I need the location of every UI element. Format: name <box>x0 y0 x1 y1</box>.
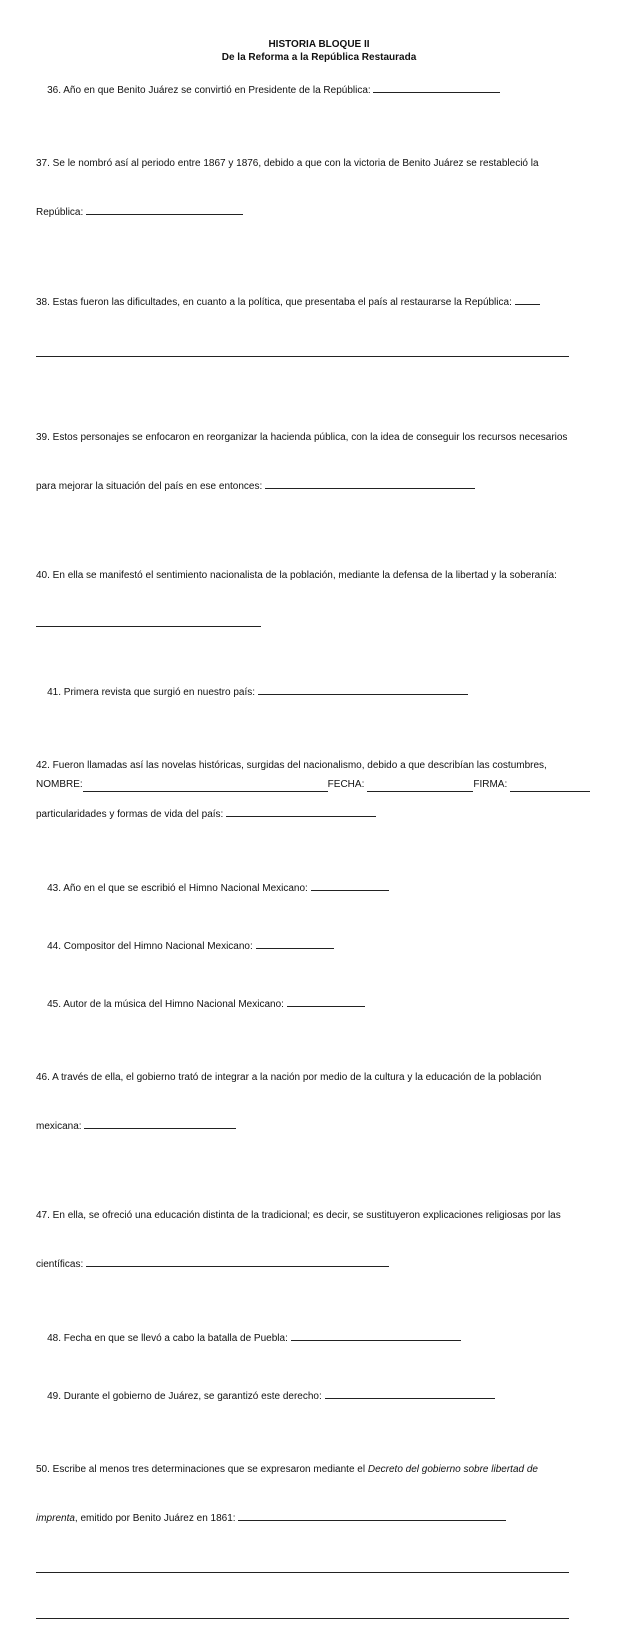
question-48-text: 48. Fecha en que se llevó a cabo la batalla de Puebla: <box>47 1333 291 1344</box>
question-39-line1: 39. Estos personajes se enfocaron en reorganizar la hacienda pública, con la idea de conseguir los recursos necesarios <box>36 432 568 443</box>
question-39 <box>36 398 602 527</box>
answer-blank-38b[interactable] <box>36 343 569 357</box>
answer-blank-43[interactable] <box>311 880 389 891</box>
question-40 <box>36 536 602 659</box>
answer-blank-48[interactable] <box>291 1330 461 1341</box>
question-41 <box>36 668 602 717</box>
answer-blank-40[interactable] <box>36 616 261 627</box>
name-field[interactable] <box>83 780 328 792</box>
question-46-line1: 46. A través de ella, el gobierno trató de integrar a la nación por medio de la cultura y la educación de la población <box>36 1072 542 1083</box>
answer-blank-38a[interactable] <box>515 294 540 305</box>
question-37-line1: 37. Se le nombró así al periodo entre 1867 y 1876, debido a que con la victoria de Benito Juárez se restableció la <box>36 158 539 169</box>
answer-blank-46[interactable] <box>84 1118 236 1129</box>
answer-blank-49[interactable] <box>325 1388 495 1399</box>
name-label: NOMBRE: <box>36 779 83 790</box>
question-47 <box>36 1176 602 1305</box>
question-49 <box>36 1372 602 1421</box>
question-36-text: 36. Año en que Benito Juárez se convirtió en Presidente de la República: <box>47 85 374 96</box>
question-38 <box>36 262 602 389</box>
answer-blank-37[interactable] <box>86 204 243 215</box>
signature-field[interactable] <box>510 780 590 792</box>
answer-blank-50b[interactable] <box>36 1559 569 1573</box>
question-46-line2: mexicana: <box>36 1121 85 1132</box>
signature-label: FIRMA: <box>473 779 508 790</box>
question-50 <box>36 1430 602 1651</box>
question-42-line1: 42. Fueron llamadas así las novelas históricas, surgidas del nacionalismo, debido a que describían las costumbres, <box>36 760 547 771</box>
answer-blank-39[interactable] <box>265 478 475 489</box>
decree-title-part1: Decreto del gobierno sobre libertad de <box>367 1464 538 1475</box>
question-44-text: 44. Compositor del Himno Nacional Mexicano: <box>47 941 256 952</box>
question-43 <box>36 864 602 913</box>
question-47-line1: 47. En ella, se ofreció una educación distinta de la tradicional; es decir, se sustituyeron explicaciones religiosas por las <box>36 1210 561 1221</box>
answer-blank-36[interactable] <box>373 82 500 93</box>
question-39-line2: para mejorar la situación del país en ese entonces: <box>36 481 266 492</box>
decree-title-part2: imprenta <box>36 1513 75 1524</box>
answer-blank-44[interactable] <box>256 938 334 949</box>
worksheet-subtitle: De la Reforma a la República Restaurada <box>221 52 417 63</box>
worksheet-title: HISTORIA BLOQUE II <box>268 39 370 50</box>
answer-blank-45[interactable] <box>287 996 365 1007</box>
answer-blank-50a[interactable] <box>238 1510 506 1521</box>
question-45 <box>36 980 602 1029</box>
question-36 <box>36 66 602 115</box>
date-field[interactable] <box>367 780 473 792</box>
question-49-text: 49. Durante el gobierno de Juárez, se garantizó este derecho: <box>47 1391 325 1402</box>
question-48 <box>36 1314 602 1363</box>
worksheet-page <box>36 38 602 1652</box>
question-44 <box>36 922 602 971</box>
date-label: FECHA: <box>327 779 365 790</box>
question-37-line2: República: <box>36 207 87 218</box>
question-41-text: 41. Primera revista que surgió en nuestro país: <box>47 687 258 698</box>
question-46 <box>36 1038 602 1167</box>
question-47-line2: científicas: <box>36 1259 87 1270</box>
answer-blank-50c[interactable] <box>36 1605 569 1619</box>
question-45-text: 45. Autor de la música del Himno Nacional Mexicano: <box>47 999 287 1010</box>
signature-footer <box>36 778 602 792</box>
answer-blank-47[interactable] <box>86 1256 389 1267</box>
question-37 <box>36 124 602 253</box>
question-50-pre: 50. Escribe al menos tres determinaciones que se expresaron mediante el <box>36 1464 368 1475</box>
question-38-text: 38. Estas fueron las dificultades, en cuanto a la política, que presentaba el país al restaurarse la República: <box>36 297 515 308</box>
question-42-line2: particularidades y formas de vida del país: <box>36 809 227 820</box>
answer-blank-41[interactable] <box>258 684 468 695</box>
question-50-post: , emitido por Benito Juárez en 1861: <box>74 1513 239 1524</box>
question-40-text: 40. En ella se manifestó el sentimiento nacionalista de la población, mediante la defensa de la libertad y la soberanía: <box>36 570 557 581</box>
answer-blank-42[interactable] <box>226 806 376 817</box>
question-43-text: 43. Año en el que se escribió el Himno Nacional Mexicano: <box>47 883 311 894</box>
